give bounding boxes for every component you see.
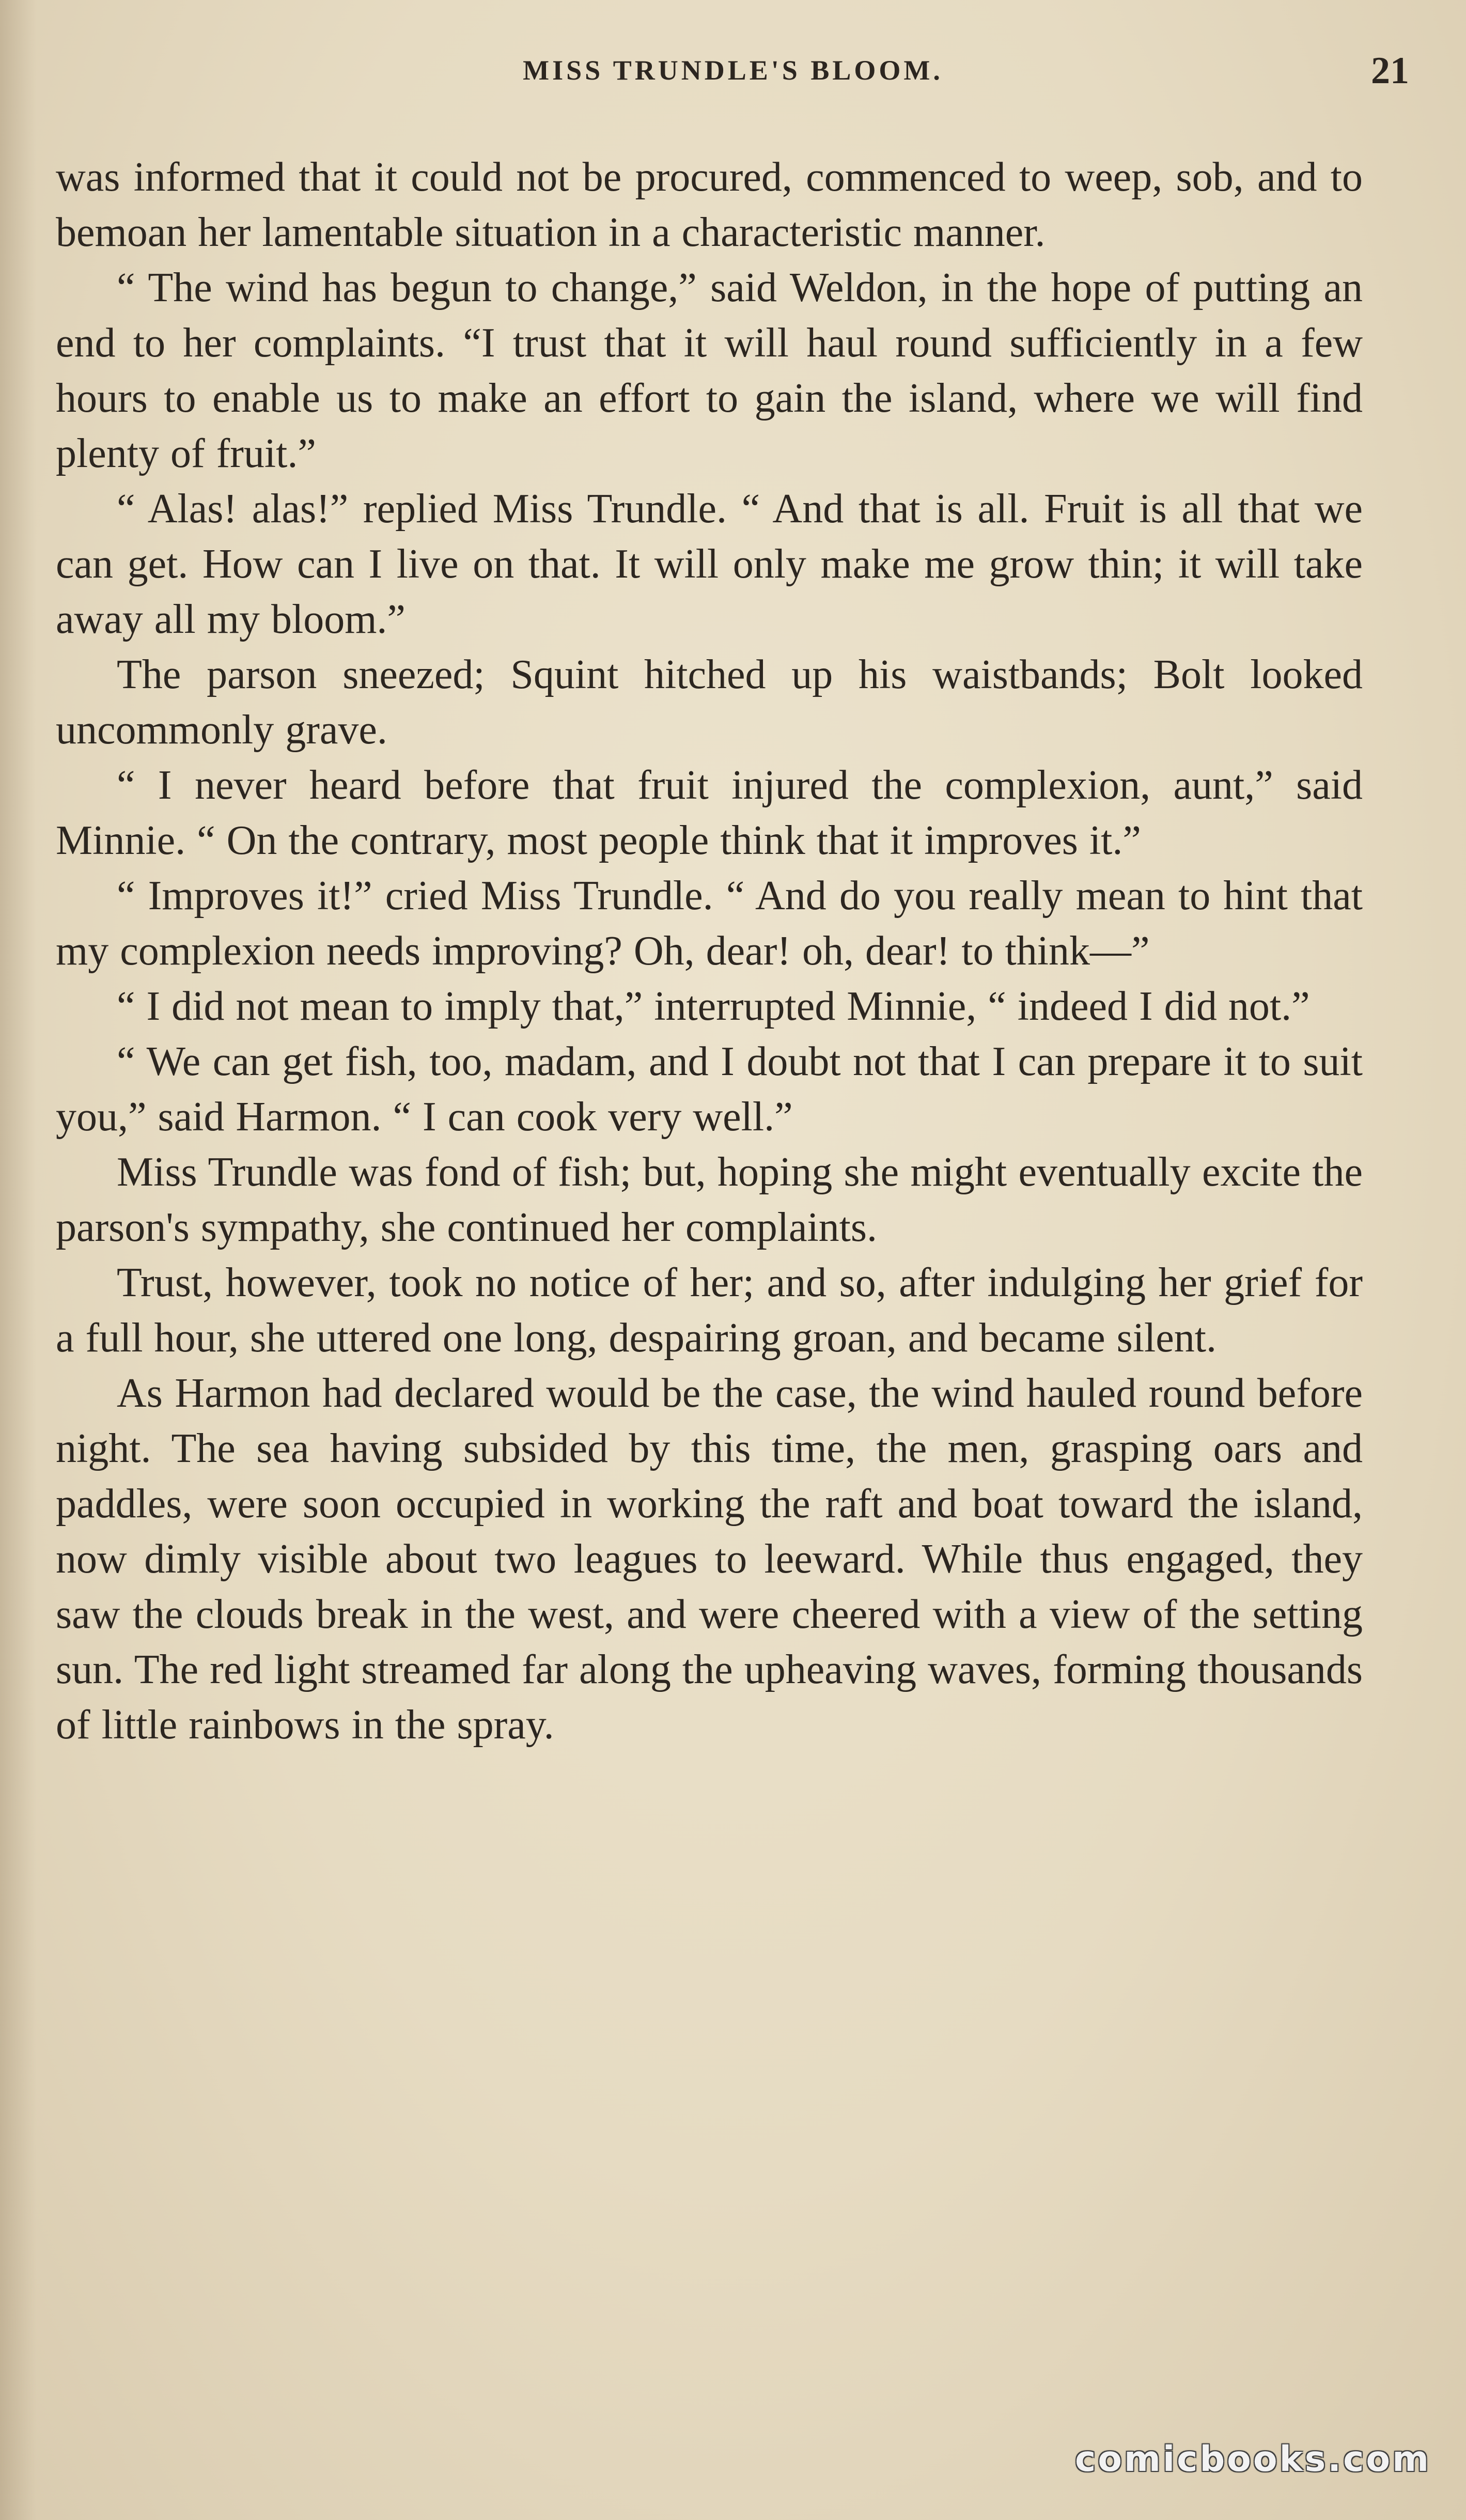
page-edge-shadow <box>0 0 36 2520</box>
paragraph: “ The wind has begun to change,” said Weldon, in the hope of putting an end to her complaints. “I trust that it will haul round sufficiently in a few hours to enable us to make an effort to gain the island, where we will find plenty of fruit.” <box>56 265 1363 476</box>
body-text <box>56 150 1363 1753</box>
page-header <box>0 49 1466 96</box>
paragraph: Trust, however, took no notice of her; and so, after indulging her grief for a full hour, she uttered one long, despairing groan, and became silent. <box>56 1260 1363 1361</box>
paragraph: Miss Trundle was fond of fish; but, hoping she might eventually excite the parson's sympathy, she continued her complaints. <box>56 1149 1363 1250</box>
paragraph: “ We can get fish, too, madam, and I doubt not that I can prepare it to suit you,” said Harmon. “ I can cook very well.” <box>56 1039 1363 1140</box>
watermark: comicbooks.com <box>1074 2439 1431 2480</box>
paragraph: The parson sneezed; Squint hitched up his waistbands; Bolt looked uncommonly grave. <box>56 652 1363 753</box>
paragraph: “ Improves it!” cried Miss Trundle. “ And do you really mean to hint that my complexion needs improving? Oh, dear! oh, dear! to think—” <box>56 873 1363 974</box>
running-head: MISS TRUNDLE'S BLOOM. <box>523 55 943 86</box>
page-number: 21 <box>1371 50 1409 92</box>
paragraph: “ I did not mean to imply that,” interrupted Minnie, “ indeed I did not.” <box>117 984 1310 1029</box>
paragraph: “ Alas! alas!” replied Miss Trundle. “ And that is all. Fruit is all that we can get. How can I live on that. It will only make me grow thin; it will take away all my bloom.” <box>56 486 1363 642</box>
paragraph: As Harmon had declared would be the case, the wind hauled round before night. The sea having subsided by this time, the men, grasping oars and paddles, were soon occupied in working the raft and boat toward the island, now dimly visible about two leagues to leeward. While thus engaged, they saw the clouds break in the west, and were cheered with a view of the setting sun. The red light streamed far along the upheaving waves, forming thousands of little rainbows in the spray. <box>56 1371 1363 1748</box>
paragraph: was informed that it could not be procured, commenced to weep, sob, and to bemoan her lamentable situation in a characteristic manner. <box>56 154 1363 255</box>
paragraph: “ I never heard before that fruit injured the complexion, aunt,” said Minnie. “ On the contrary, most people think that it improves it.” <box>56 763 1363 863</box>
